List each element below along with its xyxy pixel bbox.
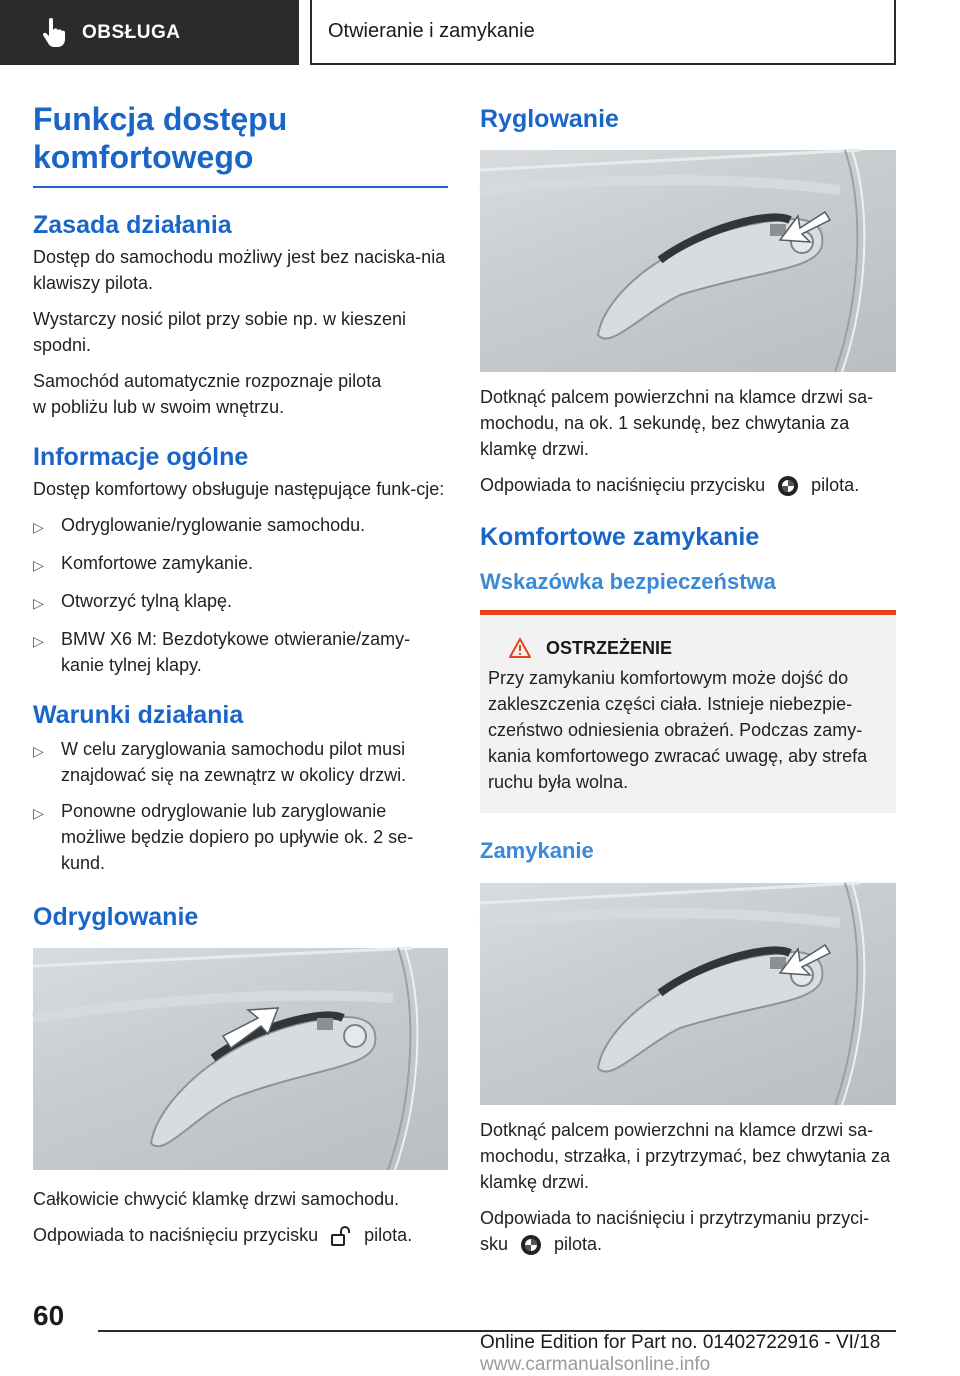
right-column <box>480 100 896 1257</box>
heading-close: Zamykanie <box>480 838 594 863</box>
bmw-logo-icon <box>520 1234 542 1256</box>
unlock-p2-before: Odpowiada to naciśnięciu przycisku <box>33 1225 319 1245</box>
door-handle-unlock-image <box>33 948 448 1170</box>
principle-p3-line2: w pobliżu lub w swoim wnętrzu. <box>33 397 285 417</box>
unlock-p2-after: pilota. <box>364 1225 413 1245</box>
door-handle-lock-image <box>480 150 896 372</box>
footer <box>480 1332 896 1376</box>
unlock-p2 <box>33 1222 448 1248</box>
warning-box <box>480 610 896 813</box>
door-handle-close-image <box>480 883 896 1105</box>
bullet-triangle-icon: ▷ <box>33 633 44 649</box>
heading-unlock: Odryglowanie <box>33 903 199 931</box>
lock-p2-after: pilota. <box>811 475 860 495</box>
list-item-text: BMW X6 M: Bezdotykowe otwieranie/zamy‐kanie tylnej klapy. <box>61 629 411 675</box>
list-item <box>33 736 448 788</box>
edition-text: Online Edition for Part no. 01402722916 - VI/18 <box>480 1332 881 1353</box>
bmw-logo-icon <box>777 475 799 497</box>
hand-pointer-icon <box>40 18 68 48</box>
principle-p1: Dostęp do samochodu możliwy jest bez naciska‐nia klawiszy pilota. <box>33 247 446 293</box>
list-item-text: Otworzyć tylną klapę. <box>61 591 233 611</box>
heading-principle: Zasada działania <box>33 211 232 239</box>
heading-safety: Wskazówka bezpieczeństwa <box>480 569 776 594</box>
bullet-triangle-icon: ▷ <box>33 743 44 759</box>
list-item-text: W celu zaryglowania samochodu pilot musi znajdować się na zewnątrz w okolicy drzwi. <box>61 739 407 785</box>
page-title-line1: Funkcja dostępu <box>33 101 288 137</box>
principle-p3-line1: Samochód automatycznie rozpoznaje pilota <box>33 371 382 391</box>
list-item-text: Komfortowe zamykanie. <box>61 553 254 573</box>
warning-triangle-icon <box>508 637 532 659</box>
bullet-triangle-icon: ▷ <box>33 805 44 821</box>
principle-p3 <box>33 368 448 420</box>
heading-lock: Ryglowanie <box>480 105 619 133</box>
heading-conditions: Warunki działania <box>33 701 244 729</box>
principle-p2: Wystarczy nosić pilot przy sobie np. w kieszeni spodni. <box>33 309 406 355</box>
door-handle-illustration <box>480 883 896 1105</box>
bullet-triangle-icon: ▷ <box>33 557 44 573</box>
list-item <box>33 588 448 616</box>
heading-comfort-close: Komfortowe zamykanie <box>480 523 760 551</box>
title-divider <box>33 186 448 188</box>
lock-p1: Dotknąć palcem powierzchni na klamce drzwi sa‐mochodu, na ok. 1 sekundę, bez chwytania za klamkę drzwi. <box>480 387 874 459</box>
close-p2-after: pilota. <box>554 1234 603 1254</box>
list-item <box>33 626 448 678</box>
section-tab <box>0 0 299 65</box>
list-item <box>33 798 448 876</box>
chapter-header <box>310 0 896 65</box>
door-handle-illustration <box>33 948 448 1170</box>
list-item <box>33 550 448 578</box>
page-title-line2: komfortowego <box>33 139 254 175</box>
warning-text: Przy zamykaniu komfortowym może dojść do zakleszczenia części ciała. Istnieje niebezpie‐czeństwo odniesienia obrażeń. Podczas zamy‐kania komfortowego zwracać uwagę, aby strefa ruchu była wolna. <box>488 668 868 792</box>
watermark-text: www.carmanualsonline.info <box>480 1354 711 1375</box>
heading-general: Informacje ogólne <box>33 443 249 471</box>
page-title <box>33 100 448 176</box>
bullet-triangle-icon: ▷ <box>33 595 44 611</box>
list-item <box>33 512 448 540</box>
warning-title-text: OSTRZEŻENIE <box>546 637 673 658</box>
close-p1: Dotknąć palcem powierzchni na klamce drzwi sa‐mochodu, strzałka, i przytrzymać, bez chwytania za klamkę drzwi. <box>480 1120 891 1192</box>
list-item-text: Odryglowanie/ryglowanie samochodu. <box>61 515 366 535</box>
lock-p2-before: Odpowiada to naciśnięciu przycisku <box>480 475 766 495</box>
door-handle-illustration <box>480 150 896 372</box>
general-intro: Dostęp komfortowy obsługuje następujące funk‐cje: <box>33 479 445 499</box>
list-item-text: Ponowne odryglowanie lub zaryglowanie możliwe będzie dopiero po upływie ok. 2 se‐kund. <box>61 801 414 873</box>
chapter-title: Otwieranie i zamykanie <box>328 20 535 42</box>
close-p2 <box>480 1205 896 1257</box>
bullet-triangle-icon: ▷ <box>33 519 44 535</box>
warning-title <box>488 637 888 659</box>
section-label: OBSŁUGA <box>82 21 181 43</box>
page-number: 60 <box>33 1300 65 1331</box>
unlock-p1: Całkowicie chwycić klamkę drzwi samochodu. <box>33 1189 400 1209</box>
unlock-icon <box>330 1225 352 1247</box>
left-column <box>33 100 448 1248</box>
lock-p2 <box>480 472 896 498</box>
close-p2-before: Odpowiada to naciśnięciu i przytrzymaniu przyci‐sku <box>480 1208 870 1254</box>
